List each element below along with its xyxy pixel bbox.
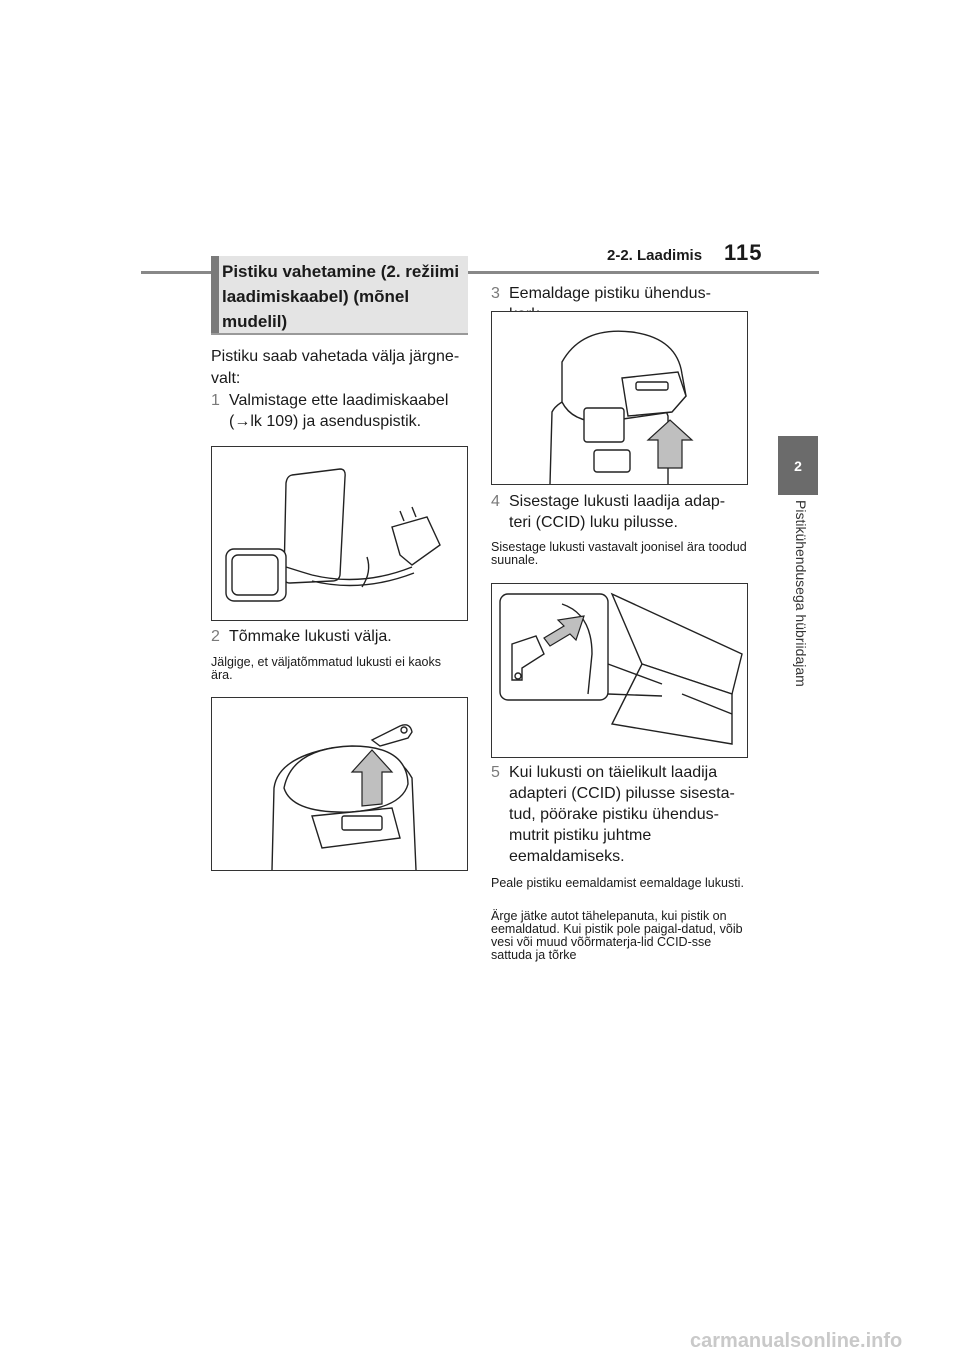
step-4-text: Sisestage lukusti laadija adap-teri (CCID) luku pilusse.	[509, 493, 726, 531]
step-4	[491, 491, 749, 533]
figure-pull-lock	[211, 697, 468, 871]
step-4-note: Sisestage lukusti vastavalt joonisel ära toodud suunale.	[491, 540, 747, 567]
step-5-number: 5	[491, 764, 500, 781]
step-1-text: Valmistage ette laadimiskaabel (→lk 109) ja asenduspistik.	[229, 392, 449, 430]
section-heading: Pistiku vahetamine (2. režiimi laadimiskaabel) (mõnel mudelil)	[222, 262, 460, 331]
intro-paragraph: Pistiku saab vahetada välja järgne-valt:	[211, 348, 460, 387]
chapter-tab-title: Pistikühendusega hübriidajam	[793, 500, 809, 687]
section-heading-bar	[211, 256, 219, 334]
insert-lock-into-ccid-illustration	[492, 584, 747, 757]
step-2-text: Tõmmake lukusti välja.	[229, 628, 392, 645]
charging-cable-and-plug-illustration	[212, 447, 467, 620]
figure-insert-lock	[491, 583, 748, 758]
step-4-number: 4	[491, 493, 500, 510]
figure-charging-cable	[211, 446, 468, 621]
step-3-number: 3	[491, 285, 500, 302]
step-3-text: Eemaldage pistiku ühendus-	[509, 285, 711, 302]
step-2-note: Jälgige, et väljatõmmatud lukusti ei kaoks ära.	[211, 655, 441, 682]
step-5-text: Kui lukusti on täielikult laadija adapteri (CCID) pilusse sisesta-tud, pöörake pistiku ühendus-mutrit pistiku juhtme eemaldamiseks.	[509, 764, 735, 865]
figure-remove-cap	[491, 311, 748, 485]
chapter-tab-number: 2	[778, 436, 818, 495]
step-5	[491, 762, 749, 867]
step-2	[211, 626, 469, 647]
step-5-note-remove-lock: Peale pistiku eemaldamist eemaldage lukusti.	[491, 876, 744, 890]
remove-plug-cap-illustration	[492, 312, 747, 484]
pull-out-lock-illustration	[212, 698, 467, 870]
watermark: carmanualsonline.info	[690, 1330, 903, 1352]
step-5-note-warning: Ärge jätke autot tähelepanuta, kui pistik on eemaldatud. Kui pistik pole paigal-datud, võib vesi või muud võõrmaterja-lid CCID-sse sattuda ja tõrke	[491, 909, 743, 962]
page-number: 115	[724, 240, 763, 265]
step-1	[211, 390, 469, 432]
step-1-number: 1	[211, 392, 220, 409]
step-2-number: 2	[211, 628, 220, 645]
section-heading-underline	[211, 333, 468, 335]
running-header-section: 2-2. Laadimis	[607, 247, 703, 264]
